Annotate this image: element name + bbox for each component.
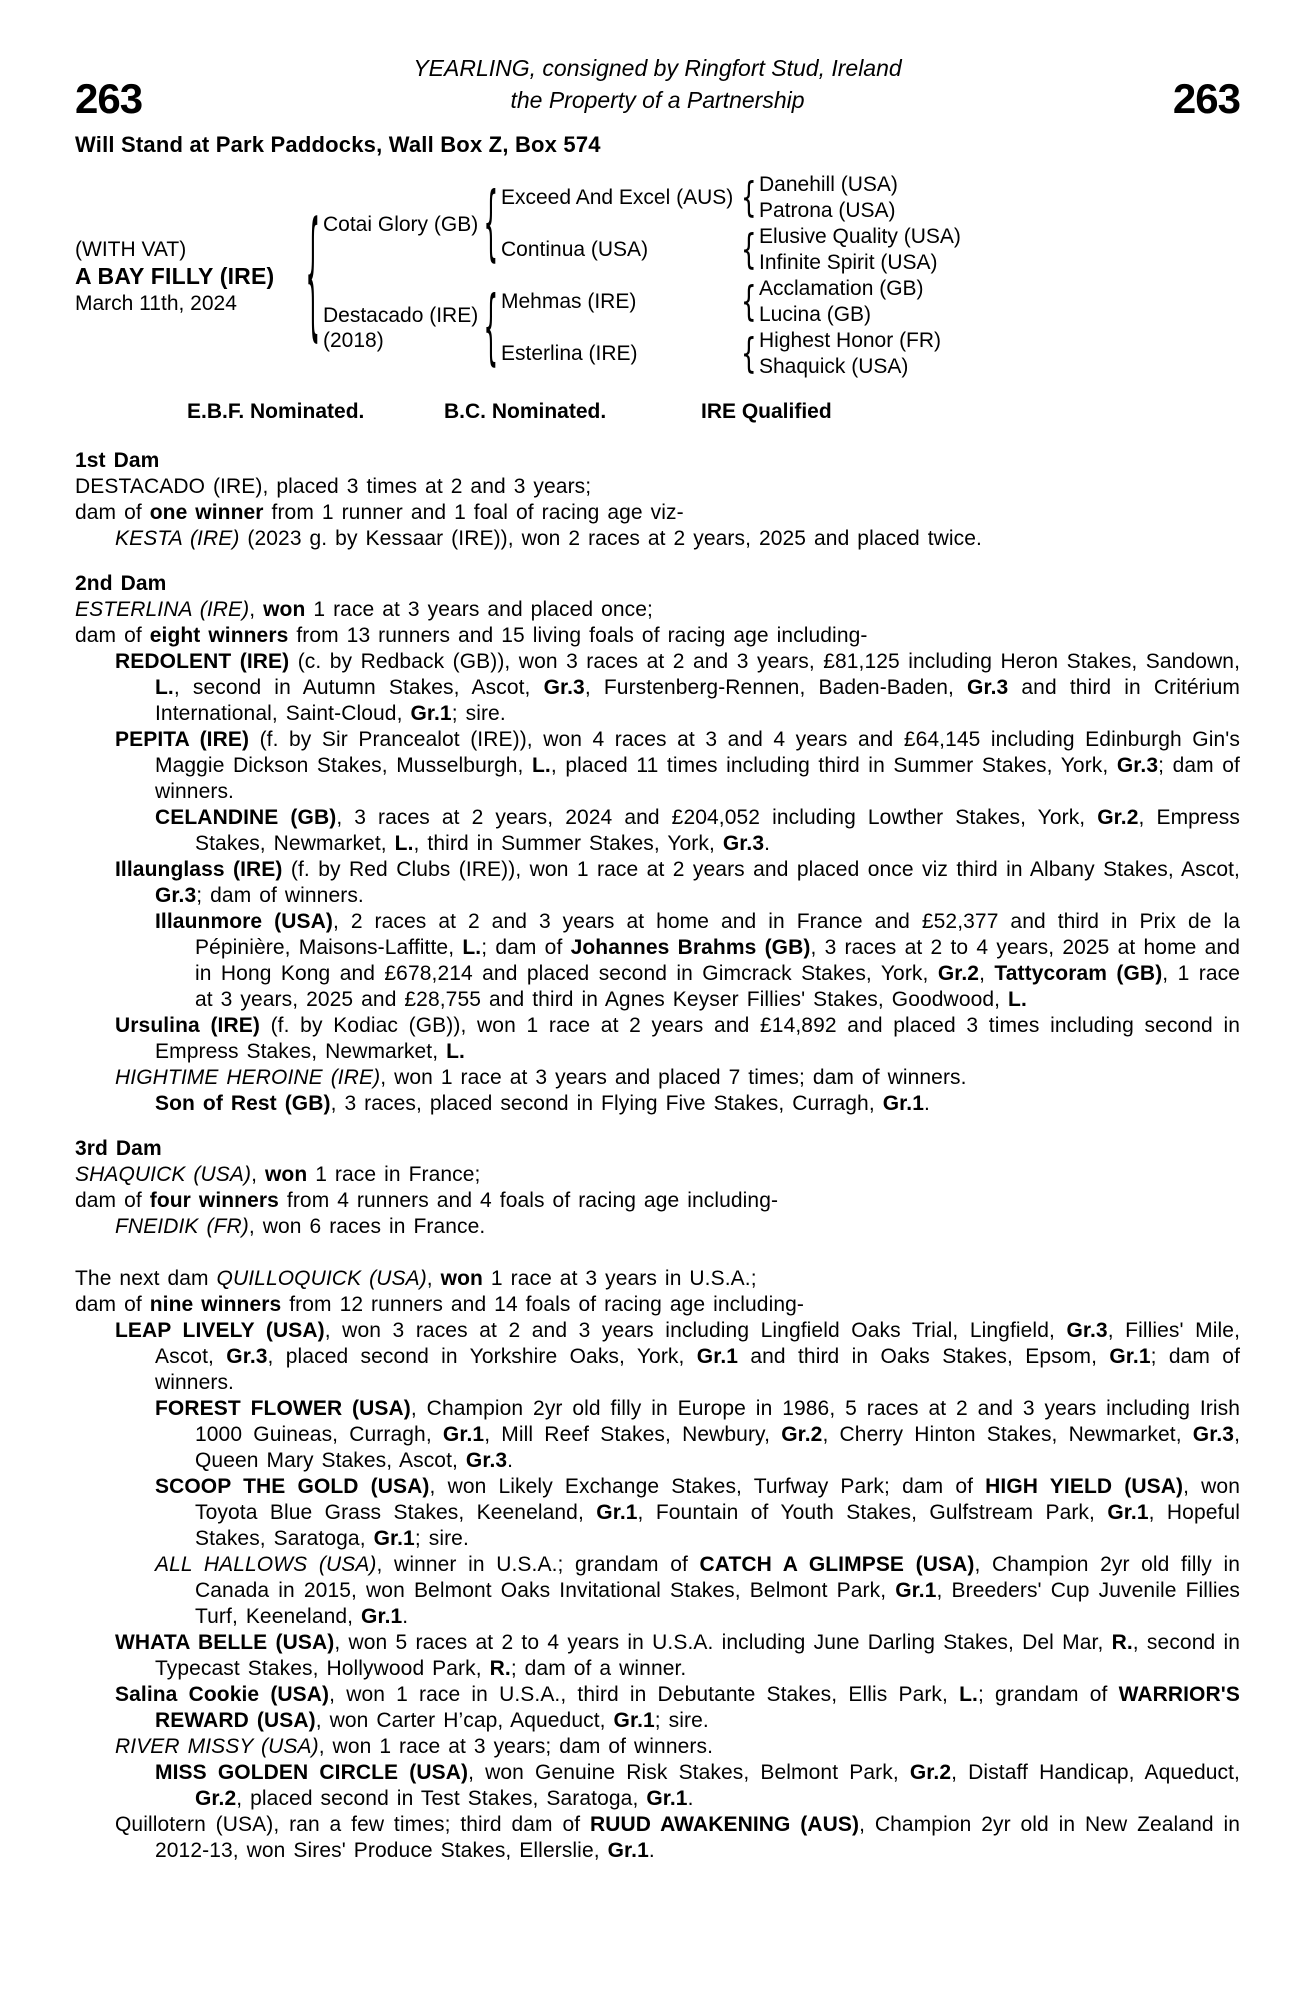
page-header: [75, 52, 1240, 120]
consignor-line: YEARLING, consigned by Ringfort Stud, Ireland: [413, 55, 902, 81]
text-paragraph: The next dam QUILLOQUICK (USA), won 1 race at 3 years in U.S.A.;: [75, 1267, 757, 1290]
section-heading-3rd-dam: 3rd Dam: [75, 1137, 162, 1160]
text-paragraph: WHATA BELLE (USA), won 5 races at 2 to 4 years in U.S.A. including June Darling Stakes, Del Mar, R., second in Typecast Stakes, Hollywood Park, R.; dam of a winner.: [115, 1631, 1241, 1680]
dam-year: (2018): [323, 329, 384, 352]
dam-dam-branch: [501, 328, 941, 380]
text-paragraph: dam of eight winners from 13 runners and 15 living foals of racing age including-: [75, 624, 868, 647]
dam-dam-sire-name: Highest Honor (FR): [759, 329, 942, 352]
text-paragraph: Quillotern (USA), ran a few times; third dam of RUUD AWAKENING (AUS), Champion 2yr old in New Zealand in 2012-13, won Sires' Produce Stakes, Ellerslie, Gr.1.: [115, 1813, 1241, 1862]
title-block: [225, 52, 1090, 116]
nominations-row: [75, 400, 1240, 424]
sire-branch: [323, 172, 961, 276]
sire-name: Cotai Glory (GB): [323, 212, 479, 236]
text-paragraph: Ursulina (IRE) (f. by Kodiac (GB)), won 1 race at 2 years and £14,892 and placed 3 times including second in Empress Stakes, Newmarket, L.: [115, 1014, 1241, 1063]
text-paragraph: Illaunmore (USA), 2 races at 2 and 3 years at home and in France and £52,377 and third in Prix de la Pépinière, Maisons-Laffitte, L.; dam of Johannes Brahms (GB), 3 races at 2 to 4 years, 2025 at home and in Hong Kong and £678,214 and placed second in Gimcrack Stakes, York, Gr.2, Tattycoram (GB), 1 race at 3 years, 2025 and £28,755 and third in Agnes Keyser Fillies' Stakes, Goodwood, L.: [155, 910, 1240, 1011]
lot-number-right: 263: [1172, 75, 1240, 122]
subject-foal-date: March 11th, 2024: [75, 291, 237, 315]
text-paragraph: ESTERLINA (IRE), won 1 race at 3 years and placed once;: [75, 598, 653, 621]
sire-dam-branch: [501, 224, 961, 276]
ebf-nominated-label: E.B.F. Nominated.: [187, 400, 365, 423]
dam-sire-sire-name: Acclamation (GB): [759, 277, 924, 300]
sire-sire-name: Exceed And Excel (AUS): [501, 186, 734, 209]
sire-sire-sire-name: Danehill (USA): [759, 173, 898, 196]
sire-dam-sire-name: Elusive Quality (USA): [759, 225, 961, 248]
dam-name-block: [323, 303, 481, 353]
pedigree-table: [75, 172, 1240, 380]
text-paragraph: dam of one winner from 1 runner and 1 foal of racing age viz-: [75, 501, 684, 524]
text-paragraph: Illaunglass (IRE) (f. by Red Clubs (IRE)), won 1 race at 2 years and placed once viz third in Albany Stakes, Ascot, Gr.3; dam of winners.: [115, 858, 1240, 907]
text-paragraph: SHAQUICK (USA), won 1 race in France;: [75, 1163, 481, 1186]
brace-icon: {: [483, 280, 499, 376]
text-paragraph: dam of nine winners from 12 runners and 14 foals of racing age including-: [75, 1293, 804, 1316]
text-paragraph: CELANDINE (GB), 3 races at 2 years, 2024 and £204,052 including Lowther Stakes, York, Gr.2, Empress Stakes, Newmarket, L., third in Summer Stakes, York, Gr.3.: [155, 806, 1241, 855]
section-heading-2nd-dam: 2nd Dam: [75, 572, 167, 595]
dam-sire-name: Mehmas (IRE): [501, 290, 637, 313]
dam-sire-branch: [501, 276, 941, 328]
text-paragraph: PEPITA (IRE) (f. by Sir Prancealot (IRE)), won 4 races at 3 and 4 years and £64,145 including Edinburgh Gin's Maggie Dickson Stakes, Musselburgh, L., placed 11 times including third in Summer Stakes, York, Gr.3; dam of winners.: [115, 728, 1240, 803]
dam-dam-dam-name: Shaquick (USA): [759, 355, 909, 378]
text-paragraph: MISS GOLDEN CIRCLE (USA), won Genuine Risk Stakes, Belmont Park, Gr.2, Distaff Handicap, Aqueduct, Gr.2, placed second in Test Stakes, Saratoga, Gr.1.: [155, 1761, 1240, 1810]
brace-icon: {: [741, 226, 757, 274]
text-paragraph: ALL HALLOWS (USA), winner in U.S.A.; grandam of CATCH A GLIMPSE (USA), Champion 2yr old filly in Canada in 2015, won Belmont Oaks Invitational Stakes, Belmont Park, Gr.1, Breeders' Cup Juvenile Fillies Turf, Keeneland, Gr.1.: [155, 1553, 1241, 1628]
text-paragraph: LEAP LIVELY (USA), won 3 races at 2 and 3 years including Lingfield Oaks Trial, Lingfield, Gr.3, Fillies' Mile, Ascot, Gr.3, placed second in Yorkshire Oaks, York, Gr.1 and third in Oaks Stakes, Epsom, Gr.1; dam of winners.: [115, 1319, 1241, 1394]
dam-dam-name: Esterlina (IRE): [501, 342, 638, 365]
catalogue-text: [75, 448, 1240, 1864]
brace-icon: {: [741, 278, 757, 326]
text-paragraph: SCOOP THE GOLD (USA), won Likely Exchange Stakes, Turfway Park; dam of HIGH YIELD (USA), won Toyota Blue Grass Stakes, Keeneland, Gr.1, Fountain of Youth Stakes, Gulfstream Park, Gr.1, Hopeful Stakes, Saratoga, Gr.1; sire.: [155, 1475, 1240, 1550]
sire-sire-branch: [501, 172, 961, 224]
text-paragraph: KESTA (IRE) (2023 g. by Kessaar (IRE)), won 2 races at 2 years, 2025 and placed twice.: [115, 527, 982, 550]
text-paragraph: REDOLENT (IRE) (c. by Redback (GB)), won 3 races at 2 and 3 years, £81,125 including Heron Stakes, Sandown, L., second in Autumn Stakes, Ascot, Gr.3, Furstenberg-Rennen, Baden-Baden, Gr.3 and third in Critérium International, Saint-Cloud, Gr.1; sire.: [115, 650, 1240, 725]
dam-sire-dam-name: Lucina (GB): [759, 303, 872, 326]
dam-branch: [323, 276, 961, 380]
bc-nominated-label: B.C. Nominated.: [444, 400, 607, 423]
sire-dam-dam-name: Infinite Spirit (USA): [759, 251, 938, 274]
brace-icon: {: [741, 330, 757, 378]
sire-sire-dam-name: Patrona (USA): [759, 199, 896, 222]
brace-icon: {: [741, 174, 757, 222]
text-paragraph: FOREST FLOWER (USA), Champion 2yr old filly in Europe in 1986, 5 races at 2 and 3 years including Irish 1000 Guineas, Curragh, Gr.1, Mill Reef Stakes, Newbury, Gr.2, Cherry Hinton Stakes, Newmarket, Gr.3, Queen Mary Stakes, Ascot, Gr.3.: [155, 1397, 1241, 1472]
text-paragraph: RIVER MISSY (USA), won 1 race at 3 years; dam of winners.: [115, 1735, 714, 1758]
ire-qualified-label: IRE Qualified: [701, 400, 832, 423]
vat-note: (WITH VAT): [75, 237, 187, 261]
lot-number-left: 263: [75, 75, 143, 122]
dam-name: Destacado (IRE): [323, 304, 479, 327]
brace-icon: {: [483, 176, 499, 272]
stand-location-line: Will Stand at Park Paddocks, Wall Box Z, Box 574: [75, 132, 601, 157]
pedigree-generations: [323, 172, 961, 380]
sire-dam-name: Continua (USA): [501, 238, 649, 261]
section-heading-1st-dam: 1st Dam: [75, 449, 160, 472]
text-paragraph: HIGHTIME HEROINE (IRE), won 1 race at 3 years and placed 7 times; dam of winners.: [115, 1066, 967, 1089]
text-paragraph: FNEIDIK (FR), won 6 races in France.: [115, 1215, 486, 1238]
text-paragraph: dam of four winners from 4 runners and 4 foals of racing age including-: [75, 1189, 779, 1212]
property-line: the Property of a Partnership: [510, 87, 805, 113]
pedigree-subject: [75, 236, 303, 317]
text-paragraph: DESTACADO (IRE), placed 3 times at 2 and 3 years;: [75, 475, 592, 498]
text-paragraph: Salina Cookie (USA), won 1 race in U.S.A., third in Debutante Stakes, Ellis Park, L.; grandam of WARRIOR'S REWARD (USA), won Carter H’cap, Aqueduct, Gr.1; sire.: [115, 1683, 1240, 1732]
subject-name: A BAY FILLY (IRE): [75, 262, 275, 289]
brace-icon: {: [305, 194, 321, 358]
text-paragraph: Son of Rest (GB), 3 races, placed second in Flying Five Stakes, Curragh, Gr.1.: [155, 1092, 930, 1115]
